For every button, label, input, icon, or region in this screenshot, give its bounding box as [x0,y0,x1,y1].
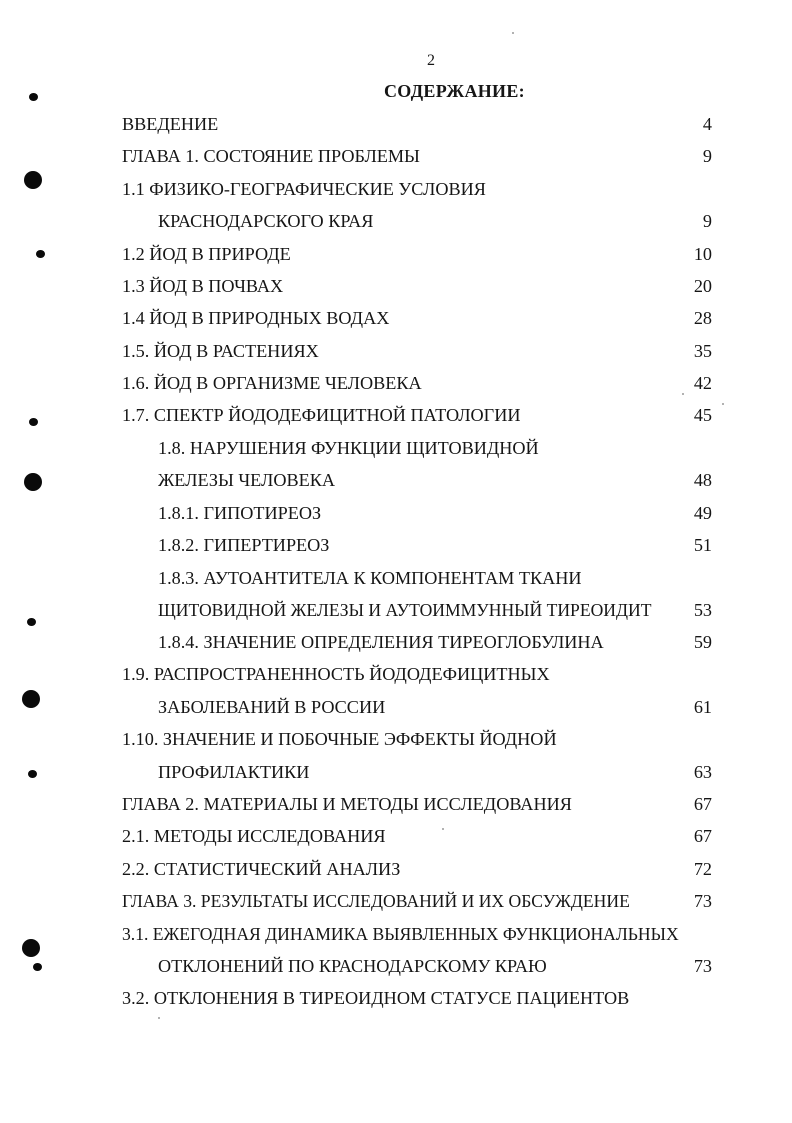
toc-page-1-5: 35 [693,341,712,361]
toc-page-1-2: 10 [693,244,712,264]
toc-page-1-9: 61 [693,697,712,717]
toc-entry-1-9-line-1: 1.9. РАСПРОСТРАНЕННОСТЬ ЙОДОДЕФИЦИТНЫХ [122,664,550,684]
scan-speck [722,403,724,405]
toc-entry-chapter-3: ГЛАВА 3. РЕЗУЛЬТАТЫ ИССЛЕДОВАНИЙ И ИХ ОБСУЖДЕНИЕ [122,891,630,911]
toc-page-1-6: 42 [693,373,712,393]
toc-entry-3-1-line-2: ОТКЛОНЕНИЙ ПО КРАСНОДАРСКОМУ КРАЮ [158,956,547,976]
punch-hole-mark [27,618,36,626]
toc-page-1-8: 48 [693,470,712,490]
toc-page-1-8-2: 51 [693,535,712,555]
toc-entry-2-2: 2.2. СТАТИСТИЧЕСКИЙ АНАЛИЗ [122,859,401,879]
toc-entry-introduction: ВВЕДЕНИЕ [122,114,219,134]
toc-entry-1-8-line-2: ЖЕЛЕЗЫ ЧЕЛОВЕКА [158,470,336,490]
punch-hole-mark [22,690,40,708]
punch-hole-mark [28,770,37,778]
toc-entry-2-1: 2.1. МЕТОДЫ ИССЛЕДОВАНИЯ [122,826,386,846]
punch-hole-mark [24,473,42,491]
toc-entry-1-5: 1.5. ЙОД В РАСТЕНИЯХ [122,341,319,361]
scan-speck [512,32,514,34]
scan-speck [442,828,444,830]
toc-page-chapter-2: 67 [693,794,712,814]
scan-speck [682,393,684,395]
toc-entry-1-1-line-2: КРАСНОДАРСКОГО КРАЯ [158,211,374,231]
punch-hole-mark [24,171,42,189]
punch-hole-mark [33,963,42,971]
punch-hole-mark [22,939,40,957]
page-number: 2 [427,52,435,69]
toc-title: СОДЕРЖАНИЕ: [384,81,525,101]
toc-entry-1-6: 1.6. ЙОД В ОРГАНИЗМЕ ЧЕЛОВЕКА [122,373,422,393]
punch-hole-mark [29,418,38,426]
punch-hole-mark [29,93,38,101]
toc-page-chapter-3: 73 [693,891,712,911]
toc-entry-1-3: 1.3 ЙОД В ПОЧВАХ [122,276,284,296]
toc-entry-3-2-line-1: 3.2. ОТКЛОНЕНИЯ В ТИРЕОИДНОМ СТАТУСЕ ПАЦИЕНТОВ [122,988,630,1008]
punch-hole-mark [36,250,45,258]
toc-entry-chapter-1: ГЛАВА 1. СОСТОЯНИЕ ПРОБЛЕМЫ [122,146,420,166]
toc-page-1-8-1: 49 [693,503,712,523]
toc-page-3-1: 73 [693,956,712,976]
toc-entry-1-7: 1.7. СПЕКТР ЙОДОДЕФИЦИТНОЙ ПАТОЛОГИИ [122,405,521,425]
toc-page-1-3: 20 [693,276,712,296]
toc-page-2-2: 72 [693,859,712,879]
toc-entry-1-8-2: 1.8.2. ГИПЕРТИРЕОЗ [158,535,330,555]
toc-entry-1-8-line-1: 1.8. НАРУШЕНИЯ ФУНКЦИИ ЩИТОВИДНОЙ [158,438,539,458]
toc-page-1-10: 63 [693,762,712,782]
toc-entry-chapter-2: ГЛАВА 2. МАТЕРИАЛЫ И МЕТОДЫ ИССЛЕДОВАНИЯ [122,794,572,814]
toc-entry-1-4: 1.4 ЙОД В ПРИРОДНЫХ ВОДАХ [122,308,390,328]
toc-entry-1-8-4: 1.8.4. ЗНАЧЕНИЕ ОПРЕДЕЛЕНИЯ ТИРЕОГЛОБУЛИНА [158,632,604,652]
scan-speck [158,1017,160,1019]
toc-entry-1-2: 1.2 ЙОД В ПРИРОДЕ [122,244,291,264]
toc-page-1-8-3: 53 [693,600,712,620]
toc-page-1-4: 28 [693,308,712,328]
toc-page-chapter-1: 9 [702,146,712,166]
toc-page-1-7: 45 [693,405,712,425]
toc-entry-1-1-line-1: 1.1 ФИЗИКО-ГЕОГРАФИЧЕСКИЕ УСЛОВИЯ [122,179,486,199]
toc-page-2-1: 67 [693,826,712,846]
toc-page-1-8-4: 59 [693,632,712,652]
toc-page-1-1: 9 [702,211,712,231]
toc-page-introduction: 4 [702,114,712,134]
toc-entry-1-10-line-2: ПРОФИЛАКТИКИ [158,762,310,782]
toc-entry-1-9-line-2: ЗАБОЛЕВАНИЙ В РОССИИ [158,697,386,717]
toc-entry-1-8-3-line-2: ЩИТОВИДНОЙ ЖЕЛЕЗЫ И АУТОИММУННЫЙ ТИРЕОИДИТ [158,600,652,620]
toc-entry-1-8-3-line-1: 1.8.3. АУТОАНТИТЕЛА К КОМПОНЕНТАМ ТКАНИ [158,568,582,588]
toc-entry-3-1-line-1: 3.1. ЕЖЕГОДНАЯ ДИНАМИКА ВЫЯВЛЕННЫХ ФУНКЦИОНАЛЬНЫХ [122,924,679,944]
toc-entry-1-8-1: 1.8.1. ГИПОТИРЕОЗ [158,503,322,523]
toc-entry-1-10-line-1: 1.10. ЗНАЧЕНИЕ И ПОБОЧНЫЕ ЭФФЕКТЫ ЙОДНОЙ [122,729,557,749]
